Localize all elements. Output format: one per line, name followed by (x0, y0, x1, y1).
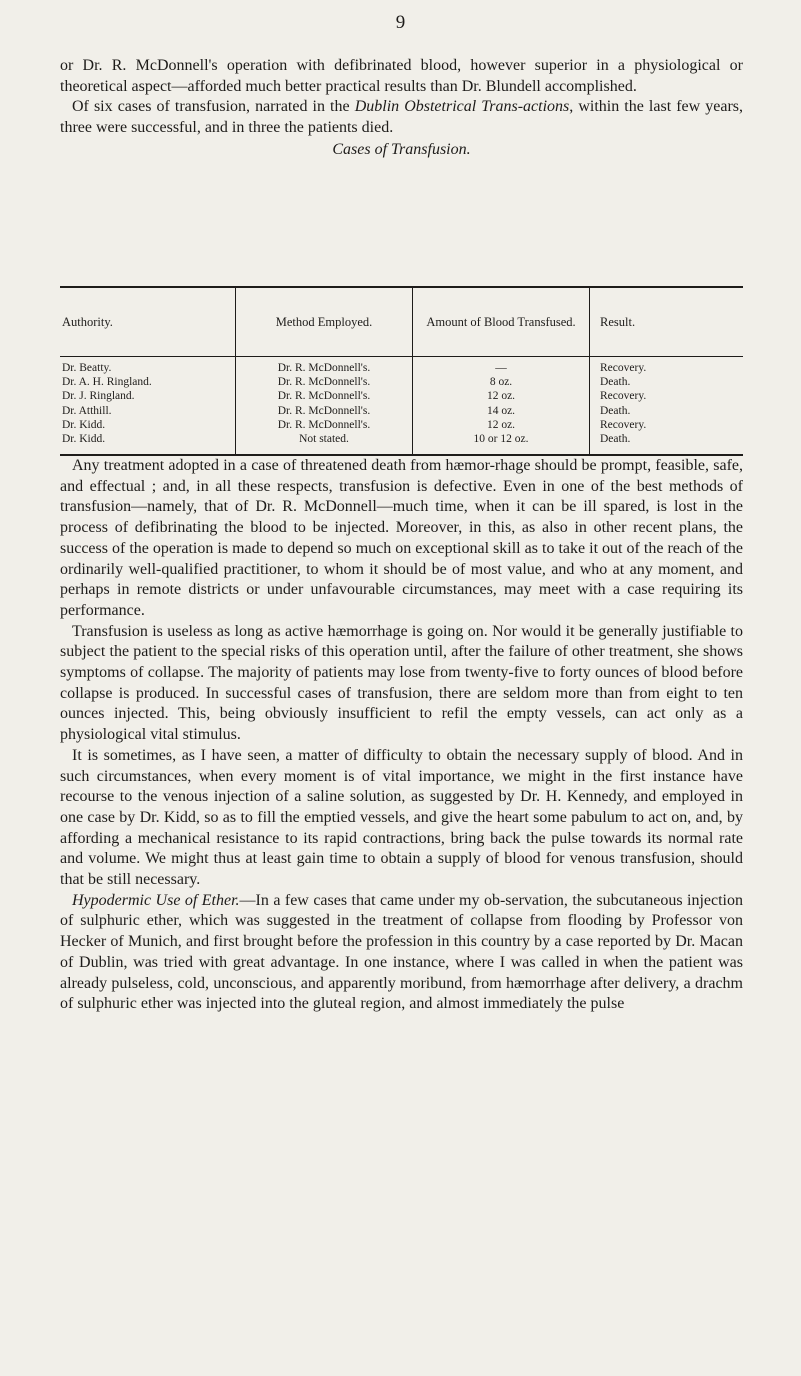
cell-authority: Dr. Kidd. (60, 418, 236, 432)
table-caption: Cases of Transfusion. (332, 140, 471, 158)
cell-amount: 10 or 12 oz. (413, 432, 590, 454)
cell-authority: Dr. Kidd. (60, 432, 236, 454)
cell-authority: Dr. J. Ringland. (60, 389, 236, 403)
cell-authority: Dr. Atthill. (60, 404, 236, 418)
cell-authority: Dr. Beatty. (60, 357, 236, 376)
cell-result: Death. (600, 404, 631, 417)
cell-method: Dr. R. McDonnell's. (236, 389, 413, 403)
body-paragraph-2: Transfusion is useless as long as active hæmorrhage is going on. Nor would it be generally justifiable to subject the patient to the special risks of this operation until, after the failure of other treatment, she shows symptoms of collapse. The majority of patients may lose from twenty-five to forty ounces of blood before collapse is produced. In successful cases of transfusion, there are seldom more than from eight to ten ounces injected. This, being obviously insufficient to refil the empty vessels, can act only as a physiological vital stimulus. (60, 622, 743, 744)
body-paragraph-3: It is sometimes, as I have seen, a matter of difficulty to obtain the necessary supply of blood. And in such circumstances, when every moment is of vital importance, we might in the first instance have recourse to the venous injection of a saline solution, as suggested by Dr. H. Kennedy, and employed in one case by Dr. Kidd, so as to fill the emptied vessels, and give the heart some pabulum to act on, and, by affording a mechanical resistance to its rapid contractions, bring back the pulse towards its normal rate and volume. We might thus at least gain time to obtain a supply of blood for venous transfusion, should that be still necessary. (60, 746, 743, 889)
transfusion-table (60, 286, 743, 456)
cell-result: Death. (600, 433, 631, 446)
header-method: Method Employed. (236, 288, 413, 357)
cell-amount: 12 oz. (413, 418, 590, 432)
cell-method: Dr. R. McDonnell's. (236, 375, 413, 389)
cell-amount: — (413, 357, 590, 376)
section-heading-ether: Hypodermic Use of Ether. (72, 891, 240, 909)
intro-paragraph-2 (60, 97, 743, 138)
cell-result: Recovery. (600, 418, 647, 431)
table-row (60, 389, 743, 403)
body-p4-text: —In a few cases that came under my ob-servation, the subcutaneous injection of sulphuric ether, which was suggested in the treatment of collapse from flooding by Professor von Hecker of Munich, and first brought before the profession in this country by a case reported by Dr. Macan of Dublin, was tried with great advantage. In one instance, where I was called in when the patient was already pulseless, cold, unconscious, and apparently moribund, from hæmorrhage after delivery, a drachm of sulphuric ether was injected into the gluteal region, and almost immediately the pulse (60, 891, 744, 1013)
cell-authority: Dr. A. H. Ringland. (60, 375, 236, 389)
page-number: 9 (395, 12, 406, 33)
cell-amount: 12 oz. (413, 389, 590, 403)
body-text (60, 456, 743, 1015)
header-result: Result. (590, 288, 744, 357)
body-paragraph-4 (60, 891, 743, 1015)
cell-method: Dr. R. McDonnell's. (236, 357, 413, 376)
table-header-row (60, 288, 743, 357)
body-paragraph-1: Any treatment adopted in a case of threatened death from hæmor-rhage should be prompt, feasible, safe, and effectual ; and, in all these respects, transfusion is defective. Even in one of the best methods of transfusion—namely, that of Dr. R. McDonnell—much time, when it can be ill spared, is lost in the process of defibrinating the blood to be injected. Moreover, in this, as also in other recent plans, the success of the operation is made to depend so much on exceptional skill as to take it out of the reach of the ordinarily well-qualified practitioner, to whom it should be of most value, and who at any moment, and perhaps in remote districts or under unfavourable circumstances, may meet with a case requiring its performance. (60, 457, 743, 619)
intro-paragraph-1: or Dr. R. McDonnell's operation with defibrinated blood, however superior in a physiological or theoretical aspect—afforded much better practical results than Dr. Blundell accomplished. (60, 57, 743, 95)
cell-result: Recovery. (600, 390, 647, 403)
table-row (60, 357, 743, 376)
header-amount: Amount of Blood Transfused. (413, 288, 590, 357)
table-row (60, 418, 743, 432)
journal-title: Dublin Obstetrical Trans-actions (354, 98, 570, 116)
cell-method: Not stated. (236, 432, 413, 454)
cell-result: Death. (600, 376, 631, 389)
table-row (60, 375, 743, 389)
intro-p2-after: , within the last few years, three were successful, and in three the patients died. (60, 98, 744, 137)
intro-p2-before: Of six cases of transfusion, narrated in the (72, 98, 355, 116)
intro-text (60, 56, 743, 165)
header-authority: Authority. (60, 288, 236, 357)
cell-amount: 8 oz. (413, 375, 590, 389)
cell-amount: 14 oz. (413, 404, 590, 418)
table-row (60, 404, 743, 418)
table-row (60, 432, 743, 454)
cell-result: Recovery. (600, 362, 647, 374)
cell-method: Dr. R. McDonnell's. (236, 404, 413, 418)
cell-method: Dr. R. McDonnell's. (236, 418, 413, 432)
